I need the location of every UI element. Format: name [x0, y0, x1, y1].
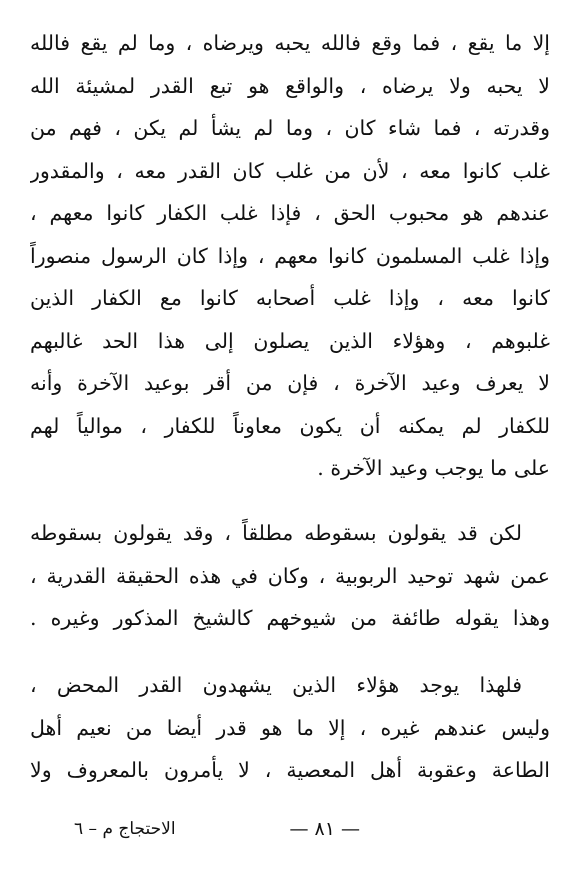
text-line: عندهم هو محبوب الحق ، فإذا غلب الكفار كانوا معهم ، [30, 201, 550, 225]
paragraph-2 [30, 512, 550, 640]
text-line: لكن قد يقولون بسقوطه مطلقاً ، وقد يقولون بسقوطه [30, 521, 522, 545]
text-line: وقدرته ، فما شاء كان ، وما لم يشأ لم يكن ، فهم من [30, 116, 550, 140]
text-line: غلبوهم ، وهؤلاء الذين يصلون إلى هذا الحد غالبهم [30, 328, 550, 353]
text-line: فلهذا يوجد هؤلاء الذين يشهدون القدر المحض ، [30, 673, 522, 697]
text-line: إلا ما يقع ، فما وقع فالله يحبه ويرضاه ، وما لم يقع فالله [30, 31, 550, 55]
page-number: — ٨١ — [289, 818, 360, 840]
text-line: كانوا معه ، وإذا غلب أصحابه كانوا مع الكفار الذين [30, 286, 550, 310]
signature-mark: الاحتجاج م – ٦ [74, 819, 176, 839]
text-line: على ما يوجب وعيد الآخرة . [317, 456, 550, 480]
text-line: وإذا غلب المسلمون كانوا معهم ، وإذا كان الرسول منصوراً [30, 243, 550, 268]
text-line: الطاعة وعقوبة أهل المعصية ، لا يأمرون بالمعروف ولا [30, 758, 550, 782]
text-line: وهذا يقوله طائفة من شيوخهم كالشيخ المذكور وغيره . [30, 606, 550, 630]
paragraph-1 [30, 22, 550, 490]
page-footer [30, 814, 550, 844]
text-line: وليس عندهم غيره ، إلا ما هو قدر أيضا من نعيم أهل [30, 715, 550, 740]
text-line: لا يحبه ولا يرضاه ، والواقع هو تبع القدر لمشيئة الله [30, 73, 550, 98]
text-line: عمن شهد توحيد الربوبية ، وكان في هذه الحقيقة القدرية ، [30, 563, 550, 588]
text-line: للكفار لم يمكنه أن يكون معاوناً للكفار ، موالياً لهم [30, 413, 550, 438]
paragraph-3 [30, 664, 550, 792]
text-line: غلب كانوا معه ، لأن من غلب كان القدر معه ، والمقدور [30, 158, 550, 183]
text-line: لا يعرف وعيد الآخرة ، فإن من أقر بوعيد الآخرة وأنه [30, 371, 550, 395]
